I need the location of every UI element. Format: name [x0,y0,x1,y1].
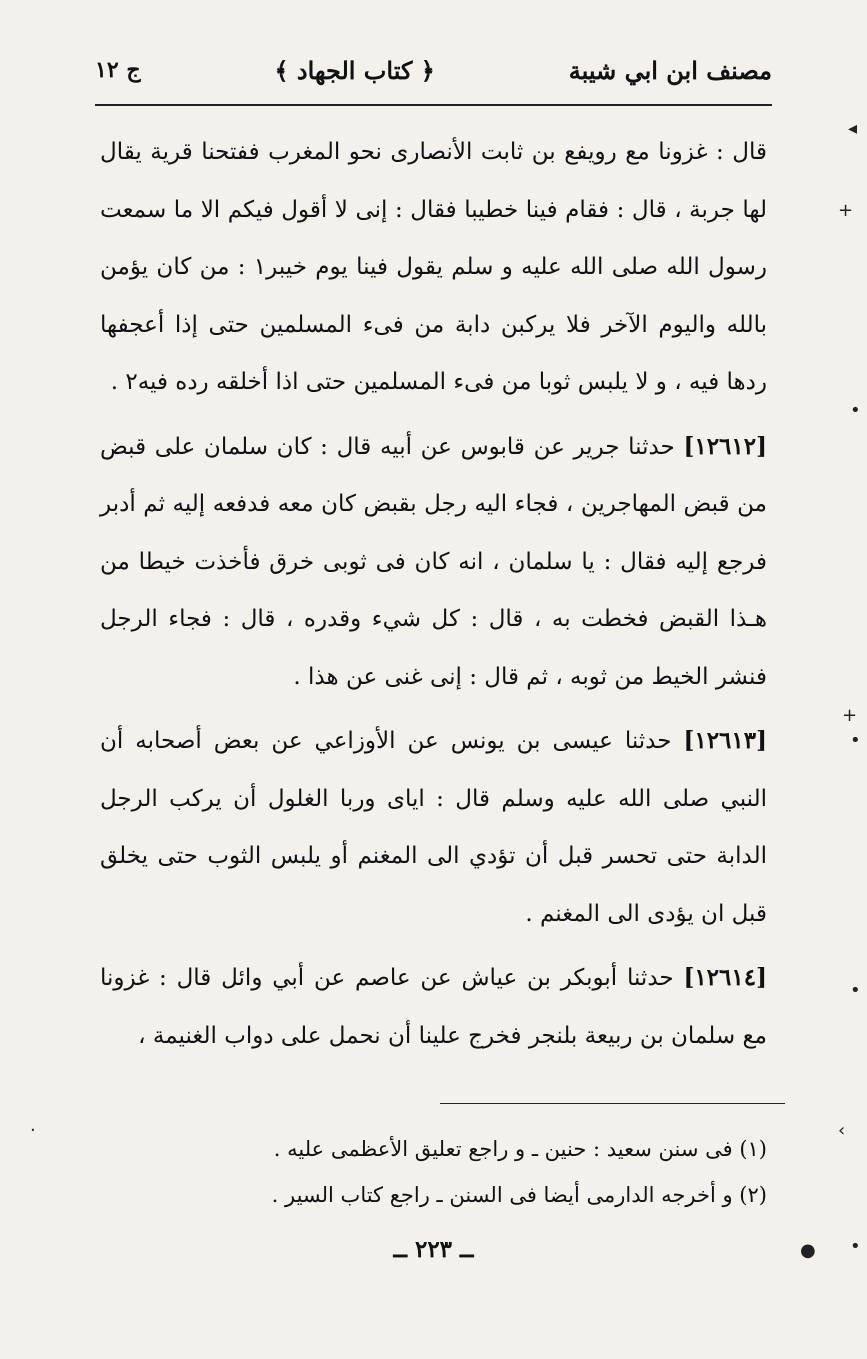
scan-mark: • [850,730,861,751]
scan-mark: ● [800,1240,816,1261]
hadith-number: [١٢٦١٣] [683,727,768,754]
scan-crosshair: + [838,200,854,221]
paragraph-text: حدثنا عيسى بن يونس عن الأوزاعي عن بعض أصحابه أن النبي صلى الله عليه وسلم قال : اياى وربا الغلول أن يركب الرجل الدابة حتى تحسر قبل أن تؤدي الى المغنم أو يلبس الثوب حتى يخلق قبل ان يؤدى الى المغنم . [100,728,767,927]
footnote-2: (٢) و أخرجه الدارمى أيضا فى السنن ـ راجع كتاب السير . [271,1183,767,1207]
page-number: ــ ٢٢٣ ــ [393,1236,474,1263]
paragraph-text: حدثنا جرير عن قابوس عن أبيه قال : كان سلمان على قبض من قبض المهاجرين ، فجاء اليه رجل بقبض كان معه فدفعه إليه ثم أدبر فرجع إليه فقال : يا سلمان ، انه كان فى ثوبى خرق فأخذت خيطا من هـذا القبض فخطت به ، قال : كل شيء وقدره ، قال : فجاء الرجل فنشر الخيط من ثوبه ، ثم قال : إنى غنى عن هذا . [100,433,767,690]
hadith-number: [١٢٦١٤] [683,964,767,991]
hadith-number: [١٢٦١٢] [683,432,768,460]
volume-number: ج ١٢ [95,57,141,83]
scan-mark: · [30,1120,36,1141]
hadith-12613 [100,712,767,943]
paragraph-continuation [100,124,767,412]
paragraph-text: حدثنا أبوبكر بن عياش عن عاصم عن أبي وائل قال : غزونا مع سلمان بن ربيعة بلنجر فخرج علينا أن نحمل على دواب الغنيمة ، [100,965,767,1049]
header-rule [95,104,772,106]
scan-mark: • [850,980,861,1001]
paragraph-text: قال : غزونا مع رويفع بن ثابت الأنصارى نحو المغرب ففتحنا قرية يقال لها جربة ، قال : فقام فينا خطيبا فقال : إنى لا أقول فيكم الا ما سمعت رسول الله صلى الله عليه و سلم يقول فينا يوم خيبر١ : من كان يؤمن بالله واليوم الآخر فلا يركبن دابة من فىء المسلمين حتى إذا أعجفها ردها فيه ، و لا يلبس ثوبا من فىء المسلمين حتى اذا أخلقه رده فيه٢ . [100,139,767,395]
hadith-12614 [100,949,767,1065]
running-header [95,48,772,92]
scan-mark: • [850,400,861,421]
footnote-rule [440,1103,785,1104]
chapter-title: ﴿ كتاب الجهاد ﴾ [274,55,435,85]
scan-crosshair: + [842,705,858,726]
main-text [100,124,767,1071]
footnotes [100,1126,767,1218]
scan-mark: • [850,1236,861,1257]
scan-mark: › [838,1120,846,1141]
book-title: مصنف ابن ابي شيبة [568,55,772,85]
hadith-12612 [100,418,767,707]
footnote-1: (١) فى سنن سعيد : حنين ـ و راجع تعليق الأعظمى عليه . [273,1137,767,1161]
scan-mark: ◂ [848,118,858,139]
